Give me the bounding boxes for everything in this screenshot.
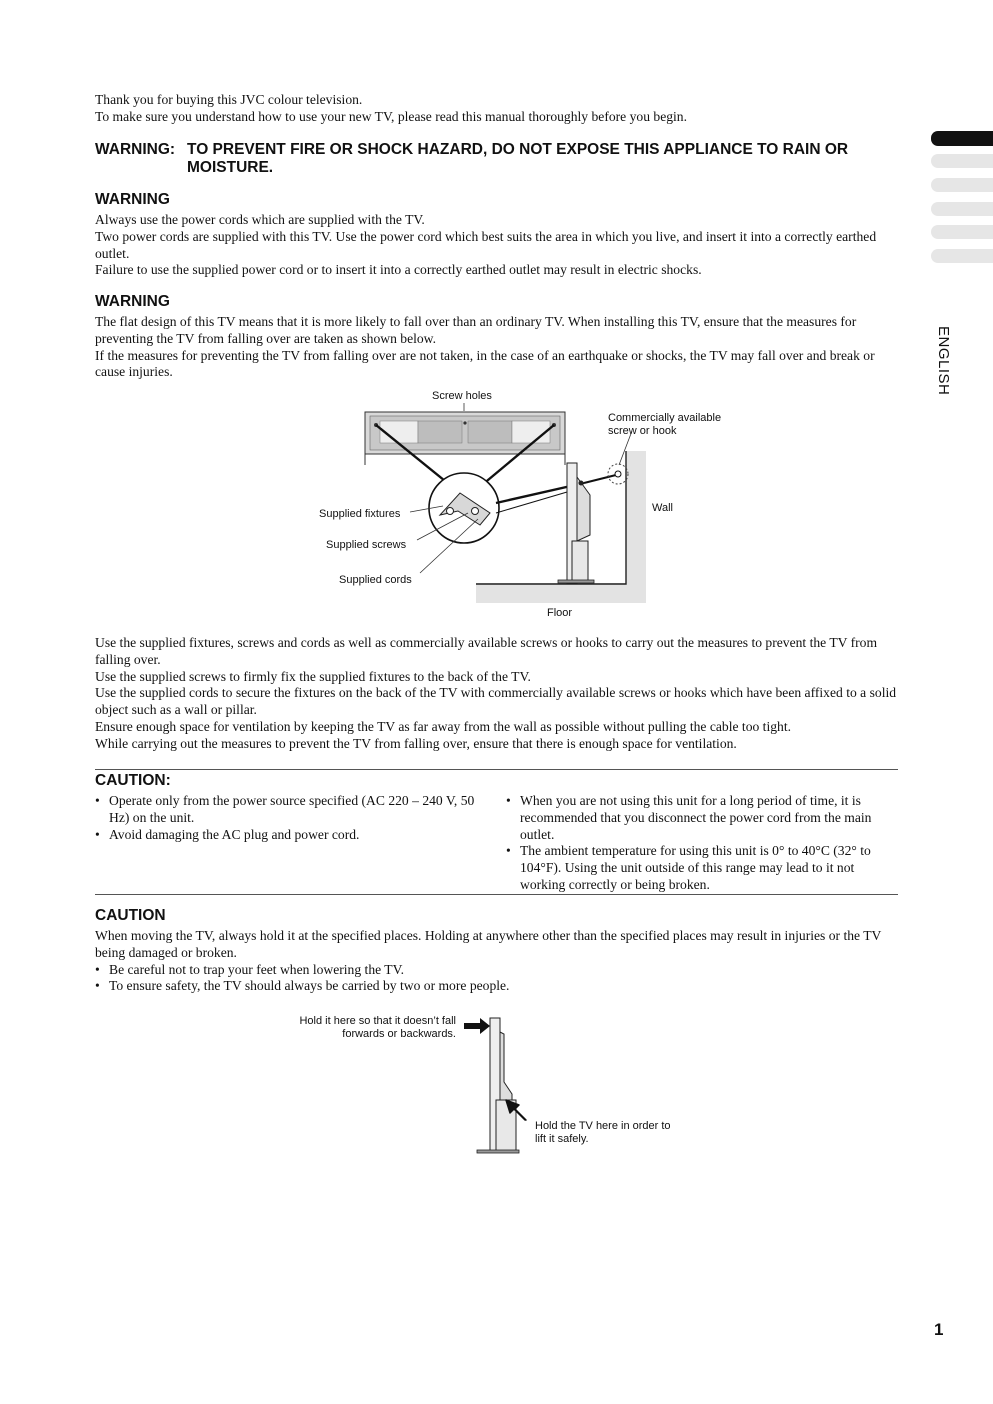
main-warning <box>95 141 905 176</box>
warning-1-body <box>95 212 900 279</box>
instructions-body <box>95 635 900 753</box>
label-supplied-cords: Supplied cords <box>339 574 412 586</box>
caution-box-top-rule <box>95 769 898 770</box>
label-hold-top-line-2: forwards or backwards. <box>342 1027 456 1040</box>
label-supplied-screws: Supplied screws <box>326 539 407 551</box>
floor-shading <box>476 583 646 603</box>
label-commercial-screw-line-2: screw or hook <box>608 424 677 437</box>
tv-back-panel <box>365 412 565 465</box>
warning-1-p3: Failure to use the supplied power cord or to insert it into a correctly earthed outlet may result in electric shocks. <box>95 262 702 278</box>
warning-1-heading: WARNING <box>95 191 170 208</box>
language-tab-2 <box>931 154 993 168</box>
language-tab-5 <box>931 225 993 239</box>
caution-box-left-column <box>95 793 490 843</box>
language-tab-english <box>931 131 993 146</box>
caution-box-bottom-rule <box>95 894 898 895</box>
warning-2-p1: The flat design of this TV means that it is more likely to fall over than an ordinary TV. When installing this TV, ensure that the measures for preventing the TV from falling over are taken as shown below. <box>95 314 857 346</box>
instructions-p2: Use the supplied screws to firmly fix the supplied fixtures to the back of the TV. <box>95 668 531 684</box>
page-number: 1 <box>934 1320 944 1339</box>
warning-1-p2: Two power cords are supplied with this TV. Use the power cord which best suits the area in which you live, and insert it into a correctly earthed outlet. <box>95 228 877 261</box>
caution-box-right-column <box>506 793 898 894</box>
label-commercial-screw <box>608 412 721 437</box>
instructions-p1: Use the supplied fixtures, screws and cords as well as commercially available screws or hooks to carry out the measures to prevent the TV from falling over. <box>95 635 878 667</box>
language-tab-3 <box>931 178 993 192</box>
carry-tv-diagram <box>460 1012 540 1157</box>
intro-text <box>95 92 900 126</box>
caution-box-heading: CAUTION: <box>95 772 171 789</box>
instructions-p3: Use the supplied cords to secure the fixtures on the back of the TV with commercially available screws or hooks which have been affixed to a solid object such as a wall or pillar. <box>95 685 897 718</box>
label-floor: Floor <box>547 607 573 619</box>
caution-2-p1: When moving the TV, always hold it at the specified places. Holding at anywhere other than the specified places may result in injuries or the TV being damaged or broken. <box>95 928 882 960</box>
tv-side-view-carry <box>477 1018 519 1153</box>
caution-2-bullet-1: • Be careful not to trap your feet when lowering the TV. <box>95 962 900 979</box>
caution-right-item-1: • When you are not using this unit for a long period of time, it is recommended that you disconnect the power cord from the main outlet. <box>506 793 898 843</box>
caution-right-item-2: • The ambient temperature for using this unit is 0° to 40°C (32° to 104°F). Using the unit outside of this range may lead to it not working correctly or being broken. <box>506 843 898 893</box>
label-supplied-fixtures: Supplied fixtures <box>319 508 401 520</box>
label-hold-top <box>250 1015 456 1040</box>
label-hold-bottom <box>535 1120 671 1145</box>
intro-line-1: Thank you for buying this JVC colour television. <box>95 92 363 107</box>
caution-2-bullet-2: • To ensure safety, the TV should always be carried by two or more people. <box>95 978 900 995</box>
side-tab-label: ENGLISH <box>935 326 952 396</box>
instructions-p5: While carrying out the measures to prevent the TV from falling over, ensure that there is enough space for ventilation. <box>95 735 737 751</box>
label-screw-holes: Screw holes <box>432 390 492 402</box>
main-warning-line-1: TO PREVENT FIRE OR SHOCK HAZARD, DO NOT EXPOSE THIS APPLIANCE TO RAIN OR <box>187 141 849 158</box>
label-hold-bottom-line-1: Hold the TV here in order to <box>535 1120 671 1132</box>
label-wall: Wall <box>652 502 673 514</box>
caution-2-heading: CAUTION <box>95 907 166 924</box>
caution-left-item-1: • Operate only from the power source specified (AC 220 – 240 V, 50 Hz) on the unit. <box>95 793 490 827</box>
language-tab-4 <box>931 202 993 216</box>
label-hold-bottom-line-2: lift it safely. <box>535 1132 589 1145</box>
caution-left-item-2: • Avoid damaging the AC plug and power cord. <box>95 827 490 844</box>
language-tab-6 <box>931 249 993 263</box>
language-tabs <box>931 131 993 291</box>
warning-2-body <box>95 314 900 381</box>
arrow-top-icon <box>464 1018 490 1034</box>
main-warning-line-2: MOISTURE. <box>187 159 274 176</box>
caution-2-body <box>95 928 900 995</box>
wall-hook <box>584 431 632 484</box>
label-commercial-screw-line-1: Commercially available <box>608 412 722 424</box>
warning-2-heading: WARNING <box>95 293 170 310</box>
warning-2-p2: If the measures for preventing the TV from falling over are not taken, in the case of an earthquake or shocks, the TV may fall over and break or cause injuries. <box>95 347 875 380</box>
intro-line-2: To make sure you understand how to use your new TV, please read this manual thoroughly before you begin. <box>95 108 688 124</box>
instructions-p4: Ensure enough space for ventilation by keeping the TV as far away from the wall as possible without pulling the cable too tight. <box>95 718 792 734</box>
warning-1-p1: Always use the power cords which are supplied with the TV. <box>95 212 425 227</box>
wall-shading <box>626 451 646 603</box>
label-hold-top-line-1: Hold it here so that it doesn’t fall <box>299 1015 456 1027</box>
main-warning-prefix: WARNING: <box>95 141 176 158</box>
